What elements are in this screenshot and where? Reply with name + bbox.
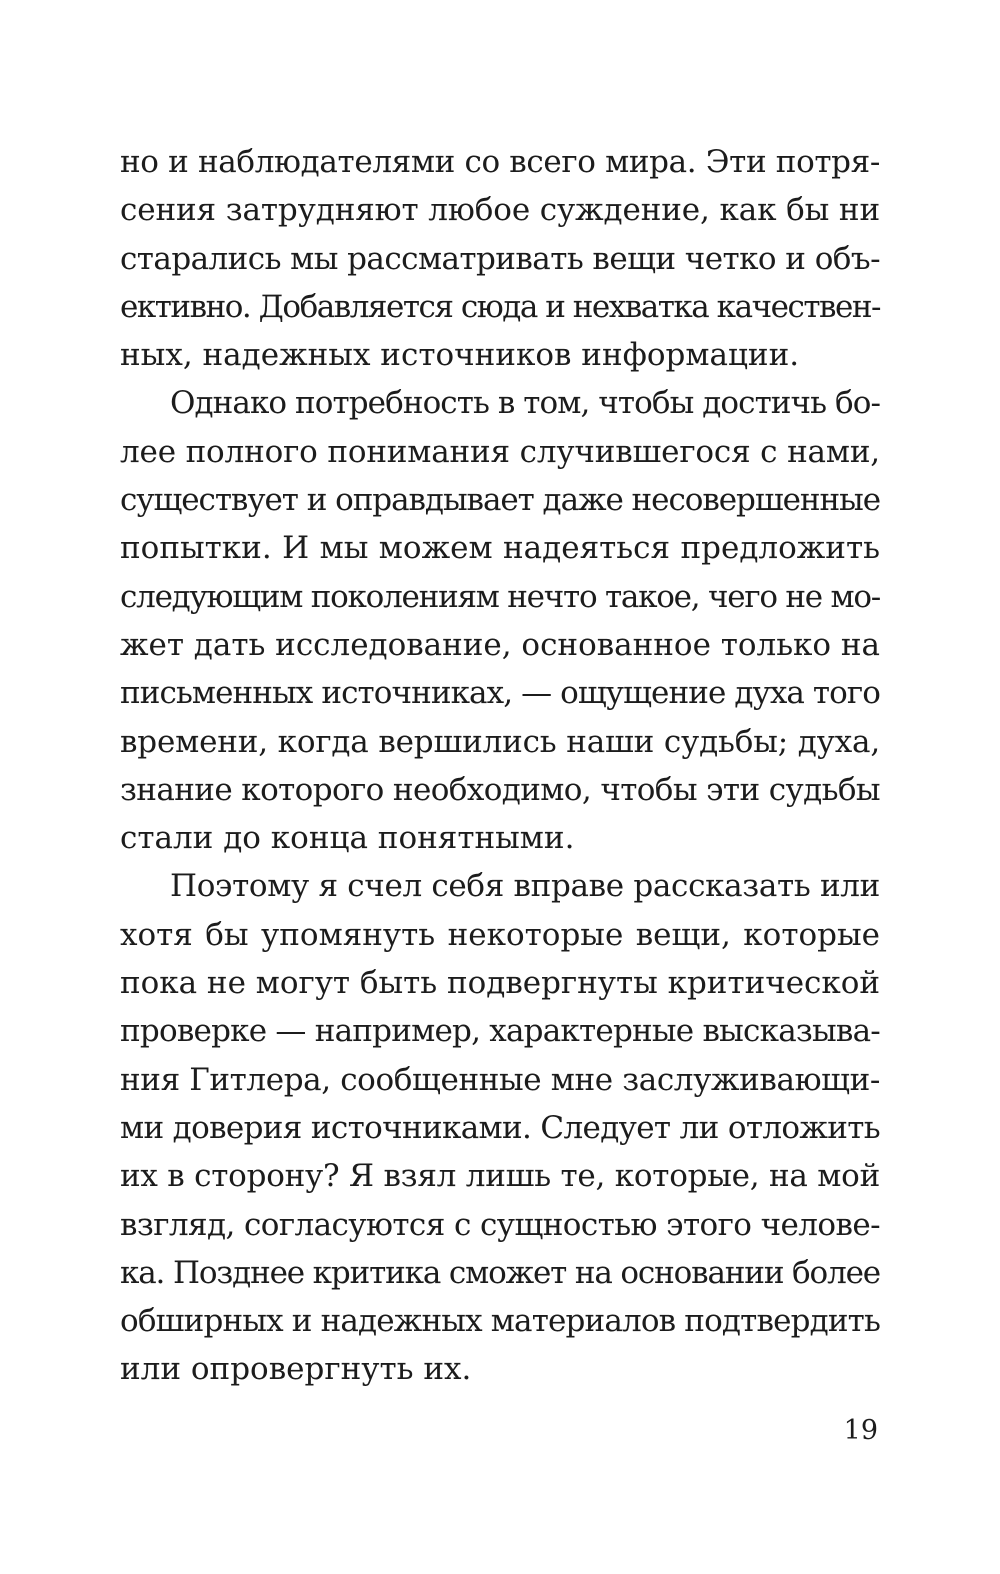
text-line: хотя бы упомянуть некоторые вещи, которые — [120, 916, 880, 953]
text-line: письменных источниках, — ощущение духа того — [120, 675, 880, 712]
text-line: старались мы рассматривать вещи четко и объ- — [120, 240, 880, 277]
page-number: 19 — [843, 1415, 878, 1446]
text-line: их в сторону? Я взял лишь те, которые, на мой — [120, 1158, 881, 1195]
paragraph-1 — [120, 138, 880, 379]
text-line: жет дать исследование, основанное только на — [120, 626, 881, 663]
text-line: пока не могут быть подвергнуты критической — [120, 965, 881, 1002]
text-line: или опровергнуть их. — [120, 1351, 472, 1388]
text-line: попытки. И мы можем надеяться предложить — [120, 530, 880, 567]
text-line: ных, надежных источников информации. — [120, 337, 800, 374]
text-line: знание которого необходимо, чтобы эти судьбы — [120, 771, 880, 808]
text-line: ективно. Добавляется сюда и нехватка качествен- — [120, 288, 880, 325]
text-line: ми доверия источниками. Следует ли отложить — [120, 1109, 880, 1146]
text-line: времени, когда вершились наши судьбы; духа, — [120, 723, 880, 760]
text-line: Однако потребность в том, чтобы достичь бо- — [170, 385, 881, 422]
text-line: лее полного понимания случившегося с нами, — [120, 433, 880, 470]
text-line: стали до конца понятными. — [120, 820, 575, 857]
text-line: Поэтому я счел себя вправе рассказать или — [170, 868, 880, 905]
text-line: ния Гитлера, сообщенные мне заслуживающи- — [120, 1061, 880, 1098]
text-line: взгляд, согласуются с сущностью этого челове- — [120, 1206, 881, 1243]
text-line: обширных и надежных материалов подтвердить — [120, 1303, 880, 1340]
paragraph-3 — [120, 862, 880, 1393]
text-line: существует и оправдывает даже несовершенные — [120, 482, 881, 519]
body-text — [120, 138, 880, 1394]
text-line: но и наблюдателями со всего мира. Эти потря- — [120, 144, 880, 180]
paragraph-2 — [120, 379, 880, 862]
text-line: ка. Позднее критика сможет на основании более — [120, 1254, 881, 1291]
text-line: сения затрудняют любое суждение, как бы ни — [120, 192, 880, 229]
text-line: проверке — например, характерные высказыва- — [120, 1013, 880, 1050]
text-line: следующим поколениям нечто такое, чего не мо- — [120, 578, 880, 615]
